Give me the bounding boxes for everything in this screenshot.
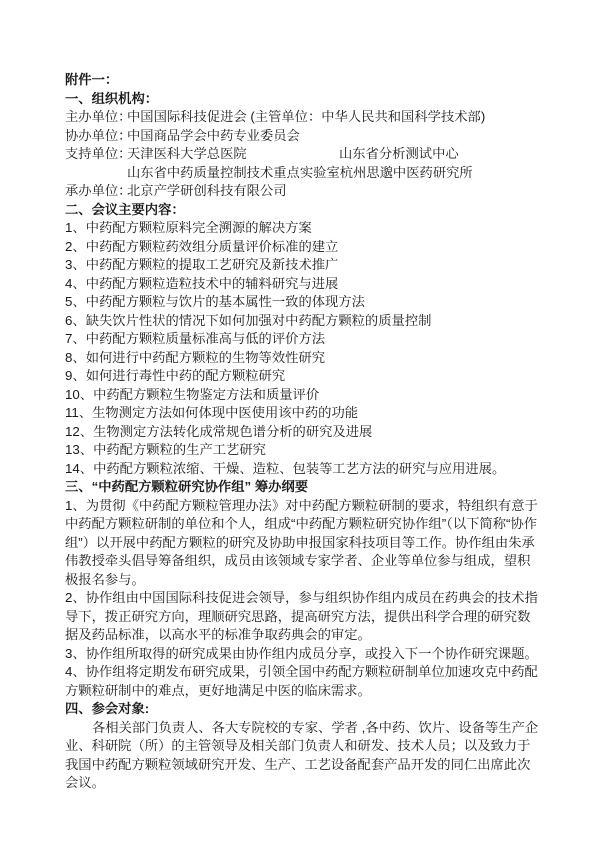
org-rows <box>65 108 543 201</box>
org-row <box>65 145 543 164</box>
agenda-item: 8、如何进行中药配方颗粒的生物等效性研究 <box>65 349 326 365</box>
agenda-items <box>65 219 543 478</box>
org-row-label: 协办单位： <box>65 127 132 143</box>
agenda-item: 3、中药配方颗粒的提取工艺研究及新技术推广 <box>65 257 339 272</box>
coop-paragraph: 3、协作组所取得的研究成果由协作组内成员分享，或投入下一个协作研究课题。 <box>65 645 538 661</box>
org-row-label: 承办单位： <box>65 183 132 198</box>
coop-paragraphs <box>65 497 543 701</box>
org-row-col1: 山东省中药质量控制技术重点实验室 <box>127 164 340 180</box>
agenda-item: 14、中药配方颗粒浓缩、干燥、造粒、包装等工艺方法的研究与应用进展。 <box>65 460 506 476</box>
agenda-item: 6、缺失饮片性状的情况下如何加强对中药配方颗粒的质量控制 <box>65 312 432 328</box>
coop-paragraph: 2、协作组由中国国际科技促进会领导，参与组织协作组内成员在药典会的技术指导下，拨正研究方向，理顺研究思路，提高研究方法，提供出科学合理的研究数据及药品标准，以高水平的标准争取药典会的审定。 <box>65 590 538 642</box>
agenda-item: 12、生物测定方法转化成常规色谱分析的研究及进展 <box>65 423 373 439</box>
agenda-item: 1、中药配方颗粒原料完全溯源的解决方案 <box>65 220 312 235</box>
attendees-paragraphs <box>65 719 543 793</box>
agenda-item: 4、中药配方颗粒造粒技术中的辅料研究与进展 <box>65 275 339 291</box>
section-org-heading: 一、组织机构： <box>65 90 159 106</box>
agenda-item: 10、中药配方颗粒生物鉴定方法和质量评价 <box>65 386 320 402</box>
document-page <box>65 71 543 793</box>
org-row-label: 主办单位： <box>65 109 132 124</box>
agenda-item: 5、中药配方颗粒与饮片的基本属性一致的体现方法 <box>65 294 365 309</box>
org-row <box>65 127 543 146</box>
section-attendees-heading: 四、参会对象: <box>65 701 150 716</box>
attendees-paragraph: 各相关部门负责人、各大专院校的专家、学者 ,各中药、饮片、设备等生产企业、科研院（所）的主管领导及相关部门负责人和研发、技术人员；以及致力于我国中药配方颗粒领域研究开发、生产、工艺设备配套产品开发的同仁出席此次会议。 <box>65 719 539 790</box>
org-row-col1: 天津医科大学总医院 <box>127 146 247 161</box>
org-row <box>65 164 543 183</box>
org-row <box>65 108 543 127</box>
coop-paragraph: 4、协作组将定期发布研究成果，引领全国中药配方颗粒研制单位加速攻克中药配方颗粒研制中的难点，更好地满足中医的临床需求。 <box>65 664 538 698</box>
agenda-item: 2、中药配方颗粒药效组分质量评价标准的建立 <box>65 238 339 254</box>
agenda-item: 7、中药配方颗粒质量标准高与低的评价方法 <box>65 331 326 346</box>
org-row-value: 北京产学研创科技有限公司 <box>127 183 287 198</box>
agenda-item: 9、如何进行毒性中药的配方颗粒研究 <box>65 368 286 383</box>
org-row-col2: 杭州思邈中医药研究所 <box>339 164 473 180</box>
org-row-col2: 山东省分析测试中心 <box>339 146 459 161</box>
org-row-value: 中国国际科技促进会 (主管单位：中华人民共和国科学技术部) <box>127 109 486 124</box>
agenda-item: 11、生物测定方法如何体现中医使用该中药的功能 <box>65 405 359 420</box>
attachment-title: 附件一： <box>65 72 119 87</box>
section-coop-heading: 三、“中药配方颗粒研究协作组” 筹办纲要 <box>65 479 309 494</box>
agenda-item: 13、中药配方颗粒的生产工艺研究 <box>65 442 266 457</box>
org-row-label: 支持单位： <box>65 146 132 161</box>
section-agenda-heading: 二、会议主要内容： <box>65 201 185 217</box>
org-row <box>65 182 543 201</box>
coop-paragraph: 1、为贯彻《中药配方颗粒管理办法》对中药配方颗粒研制的要求，特组织有意于中药配方颗粒研制的单位和个人，组成“中药配方颗粒研究协作组”（以下简称“协作组”）以开展中药配方颗粒的研究及协助申报国家科技项目等工作。协作组由朱承伟教授牵头倡导筹备组织，成员由该领域专家学者、企业等单位参与组成，望积极报名参与。 <box>65 497 538 587</box>
org-row-value: 中国商品学会中药专业委员会 <box>127 127 300 143</box>
